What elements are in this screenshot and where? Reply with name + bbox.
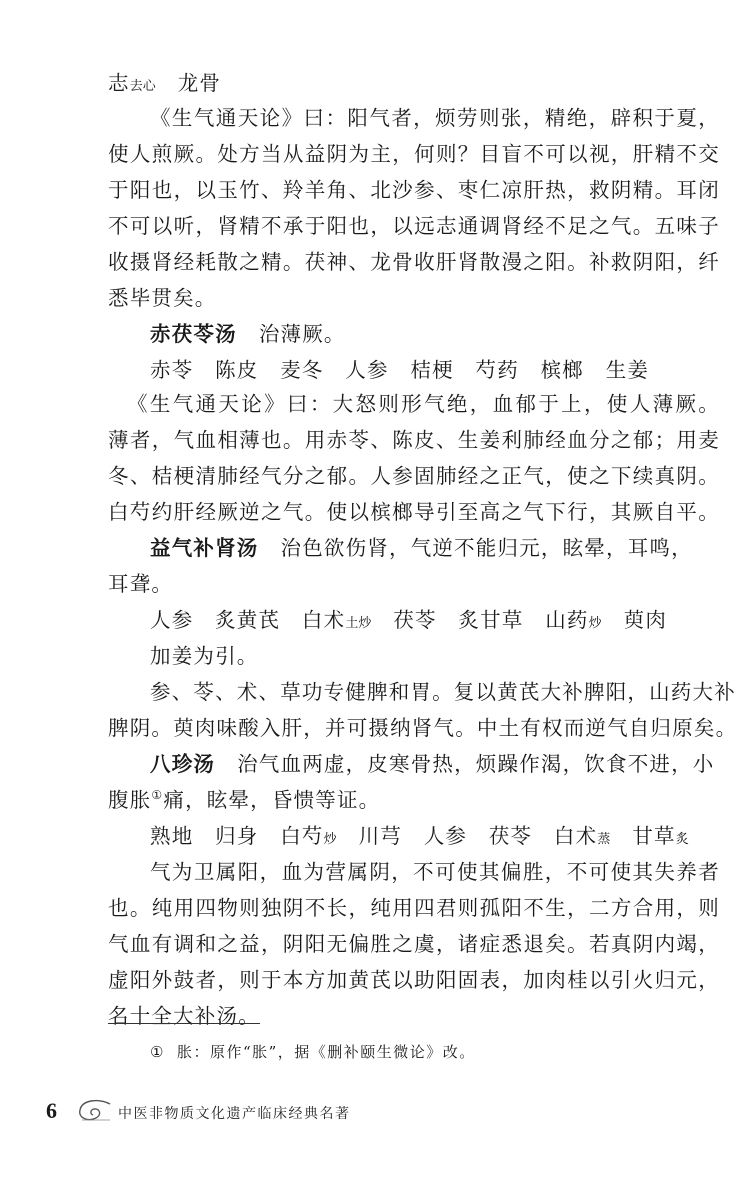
paragraph-line: 不可以听，肾精不承于阳也，以远志通调肾经不足之气。五味子 <box>108 214 720 238</box>
paragraph-line: 薄者，气血相薄也。用赤苓、陈皮、生姜利肺经血分之郁；用麦 <box>108 428 720 452</box>
footnote-mark: ① <box>150 1043 165 1061</box>
page-footer <box>40 1094 440 1134</box>
footnote <box>150 1040 476 1064</box>
paragraph-line: 于阳也，以玉竹、羚羊角、北沙参、枣仁凉肝热，救阴精。耳闭 <box>108 178 720 202</box>
footnote-divider <box>108 1023 260 1024</box>
paragraph-line: 耳聋。 <box>108 572 174 596</box>
formula-name: 赤茯苓汤 <box>150 322 237 346</box>
formula-heading: 八珍汤 治气血两虚，皮寒骨热，烦躁作渴，饮食不进，小 <box>150 752 715 776</box>
paragraph-line: 气血有调和之益，阴阳无偏胜之虞，诸症悉退矣。若真阴内竭， <box>108 932 720 956</box>
paragraph-line: 参、苓、术、草功专健脾和胃。复以黄芪大补脾阳，山药大补 <box>150 680 736 704</box>
paragraph-line: 《生气通天论》曰：阳气者，烦劳则张，精绝，辟积于夏， <box>150 106 720 130</box>
paragraph-line: 悉毕贯矣。 <box>108 286 217 310</box>
formula-heading: 益气补肾汤 治色欲伤肾，气逆不能归元，眩晕，耳鸣， <box>150 536 693 560</box>
formula-name: 八珍汤 <box>150 752 216 776</box>
paragraph-line: 虚阳外鼓者，则于本方加黄芪以助阳固表，加肉桂以引火归元， <box>108 968 720 992</box>
series-title: 中医非物质文化遗产临床经典名著 <box>118 1106 351 1122</box>
paragraph-line: 冬、桔梗清肺经气分之郁。人参固肺经之正气，使之下续真阴。 <box>108 464 720 488</box>
paragraph-line: 加姜为引。 <box>150 644 259 668</box>
paragraph-line: 白芍约肝经厥逆之气。使以槟榔导引至高之气下行，其厥自平。 <box>108 500 720 524</box>
paragraph-line: 腹胀①痛，眩晕，昏愦等证。 <box>108 788 381 812</box>
page-number: 6 <box>46 1098 57 1123</box>
paragraph-line: 《生气通天论》曰：大怒则形气绝，血郁于上，使人薄厥。 <box>127 392 720 416</box>
paragraph-line: 收摄肾经耗散之精。茯神、龙骨收肝肾散漫之阳。补救阴阳，纤 <box>108 250 720 274</box>
herb-line: 人参 炙黄芪 白术土炒 茯苓 炙甘草 山药炒 萸肉 <box>150 608 668 632</box>
formula-name: 益气补肾汤 <box>150 536 259 560</box>
paragraph-line: 脾阴。萸肉味酸入肝，并可摄纳肾气。中土有权而逆气自归原矣。 <box>108 716 738 740</box>
paragraph-line: 使人煎厥。处方当从益阴为主，何则？目盲不可以视，肝精不交 <box>108 142 720 166</box>
herb-line: 熟地 归身 白芍炒 川芎 人参 茯苓 白术蒸 甘草炙 <box>150 824 689 848</box>
cloud-ornament-icon <box>74 1096 114 1130</box>
paragraph-line: 名十全大补汤。 <box>108 1004 260 1028</box>
paragraph-line: 也。纯用四物则独阴不长，纯用四君则孤阳不生，二方合用，则 <box>108 896 720 920</box>
herb-line: 赤苓 陈皮 麦冬 人参 桔梗 芍药 槟榔 生姜 <box>150 358 650 382</box>
paragraph-line: 气为卫属阳，血为营属阴，不可使其偏胜，不可使其失养者 <box>150 860 720 884</box>
herb-line: 志去心 龙骨 <box>108 71 222 95</box>
footnote-text: 胀：原作“胀”，据《删补颐生微论》改。 <box>176 1043 476 1061</box>
formula-heading: 赤茯苓汤 治薄厥。 <box>150 322 346 346</box>
footnote-ref[interactable]: ① <box>151 788 164 802</box>
